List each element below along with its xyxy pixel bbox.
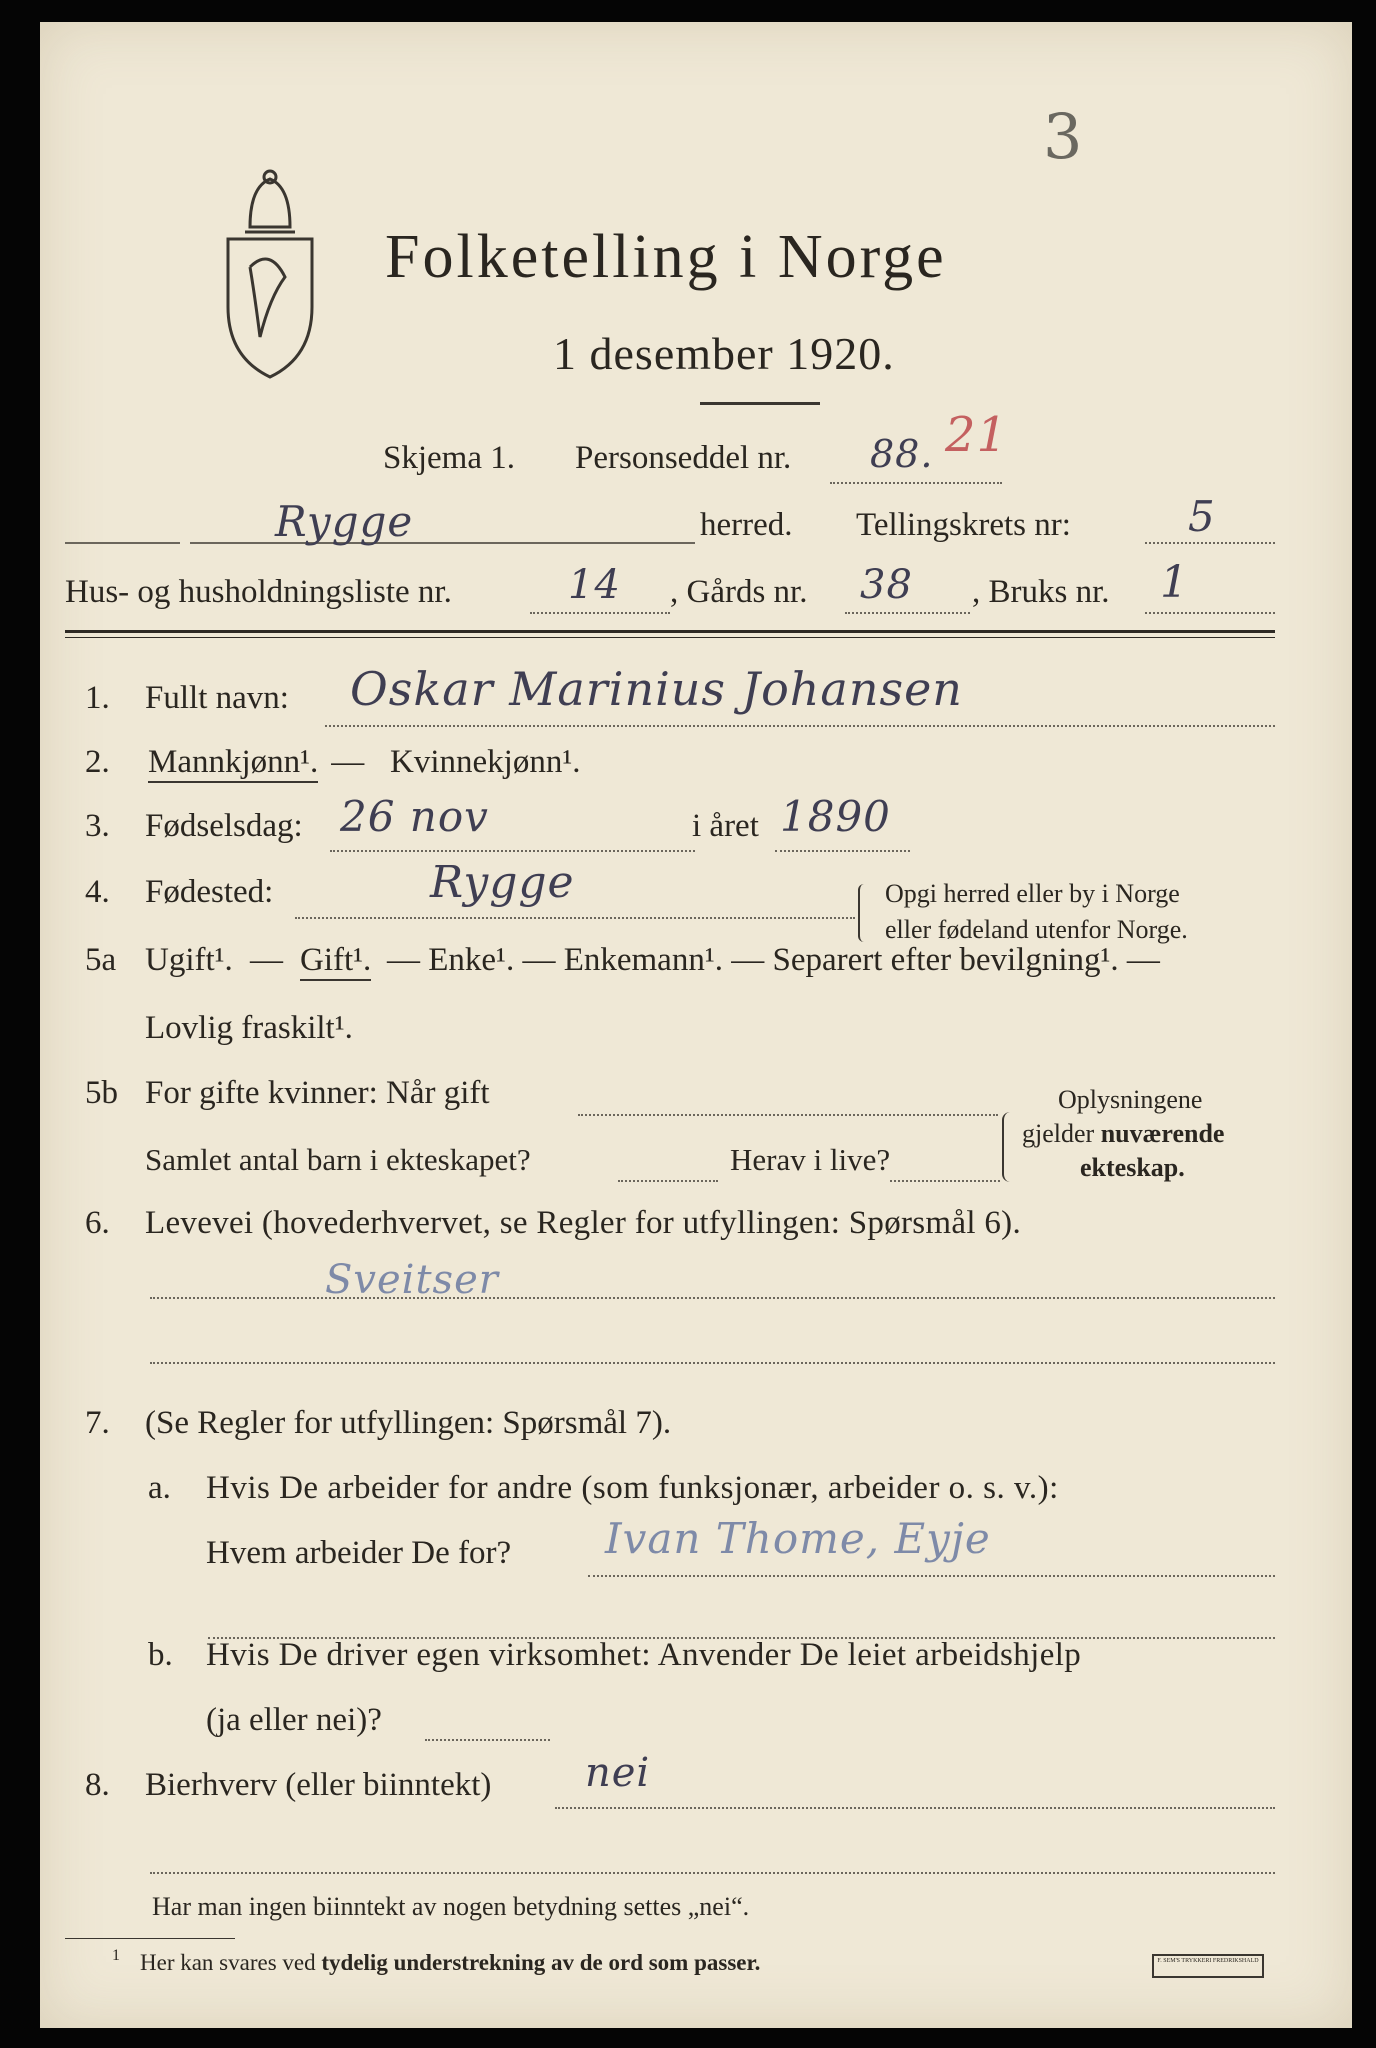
q7b-line-1: Hvis De driver egen virksomhet: Anvender De leiet arbeidshjelp xyxy=(206,1637,1082,1673)
q5a-gift-option[interactable]: Gift¹. xyxy=(300,942,371,981)
q7a-line-1: Hvis De arbeider for andre (som funksjonær, arbeider o. s. v.): xyxy=(206,1470,1059,1506)
title-divider xyxy=(700,402,820,405)
husliste-value[interactable]: 14 xyxy=(568,562,621,608)
q7a-letter: a. xyxy=(148,1470,171,1506)
tellingskrets-line xyxy=(1145,542,1275,544)
printer-mark: F. SEM'S TRYKKERI FREDRIKSHALD xyxy=(1152,1954,1264,1978)
q7b-line-2: (ja eller nei)? xyxy=(206,1702,382,1738)
q5b-number: 5b xyxy=(85,1075,118,1111)
herred-label: herred. xyxy=(700,507,793,543)
q4-label: Fødested: xyxy=(145,874,274,910)
q5b-label-1: For gifte kvinner: Når gift xyxy=(145,1075,490,1111)
form-date: 1 desember 1920. xyxy=(553,328,895,379)
herred-line-left xyxy=(65,542,180,544)
q6-value[interactable]: Sveitser xyxy=(325,1257,499,1303)
census-form-page xyxy=(40,22,1352,2028)
q5b-line-3 xyxy=(890,1180,1000,1182)
q4-brace xyxy=(858,884,866,942)
q2-separator: — xyxy=(323,744,373,780)
tellingskrets-label: Tellingskrets nr: xyxy=(856,507,1071,543)
herred-line xyxy=(190,542,695,544)
q1-value[interactable]: Oskar Marinius Johansen xyxy=(350,662,963,716)
herred-value[interactable]: Rygge xyxy=(275,497,414,546)
q7b-letter: b. xyxy=(148,1637,173,1673)
q8-value[interactable]: nei xyxy=(585,1750,651,1796)
q5b-label-3: Herav i live? xyxy=(730,1142,891,1177)
q5b-brace xyxy=(1002,1112,1010,1182)
q5a-other-options[interactable]: — Enke¹. — Enkemann¹. — Separert efter bevilgning¹. — xyxy=(387,942,1160,978)
q5a-fraskilt[interactable]: Lovlig fraskilt¹. xyxy=(145,1010,353,1046)
q6-number: 6. xyxy=(85,1205,110,1241)
personseddel-line xyxy=(830,482,1002,484)
q8-extra-line xyxy=(150,1872,1275,1874)
q2-female-option[interactable]: Kvinnekjønn¹. xyxy=(390,744,581,780)
q3-line xyxy=(330,850,695,852)
q8-number: 8. xyxy=(85,1767,110,1803)
norway-coat-of-arms-icon xyxy=(220,167,320,387)
bruks-line xyxy=(1145,612,1275,614)
q3-number: 3. xyxy=(85,808,110,844)
q1-label: Fullt navn: xyxy=(145,680,289,716)
q3-year-label: i året xyxy=(692,808,759,844)
q5b-line-1 xyxy=(578,1114,998,1116)
q5b-line-2 xyxy=(618,1180,718,1182)
husliste-line xyxy=(530,612,670,614)
q5b-note-3: ekteskap. xyxy=(1080,1153,1185,1182)
q7a-answer-line xyxy=(588,1575,1275,1577)
q8-line xyxy=(555,1807,1275,1809)
personseddel-extra: 21 xyxy=(945,407,1009,463)
q3-value[interactable]: 26 nov xyxy=(340,792,489,841)
q5b-note-2: gjelder nuværende xyxy=(1022,1119,1225,1148)
gards-line xyxy=(845,612,970,614)
personseddel-label: Personseddel nr. xyxy=(575,440,792,476)
footnote-mark: 1 xyxy=(112,1947,120,1964)
bruks-label: , Bruks nr. xyxy=(972,574,1110,610)
q4-line xyxy=(295,917,855,919)
footer-note: Har man ingen biinntekt av nogen betydning settes „nei“. xyxy=(152,1892,750,1921)
q5a-ugift[interactable]: Ugift¹. xyxy=(145,942,233,978)
q4-note-1: Opgi herred eller by i Norge xyxy=(885,879,1180,908)
footnote-text: Her kan svares ved tydelig understrekning av de ord som passer. xyxy=(140,1950,761,1975)
q4-number: 4. xyxy=(85,874,110,910)
husliste-label: Hus- og husholdningsliste nr. xyxy=(65,574,452,610)
q4-value[interactable]: Rygge xyxy=(430,857,575,908)
q8-label: Bierhverv (eller biinntekt) xyxy=(145,1767,492,1803)
q3-year-line xyxy=(775,850,910,852)
q6-line-2 xyxy=(150,1362,1275,1364)
q7b-answer-line xyxy=(425,1739,550,1741)
q2-number: 2. xyxy=(85,744,110,780)
q4-note-2: eller fødeland utenfor Norge. xyxy=(885,915,1188,944)
q3-label: Fødselsdag: xyxy=(145,808,303,844)
personseddel-value[interactable]: 88. xyxy=(870,432,934,476)
q5b-note-1: Oplysningene xyxy=(1058,1085,1203,1114)
q6-label: Levevei (hovederhvervet, se Regler for utfyllingen: Spørsmål 6). xyxy=(145,1205,1022,1241)
q6-line-1 xyxy=(150,1297,1275,1299)
page-number: 3 xyxy=(1043,100,1084,173)
form-title: Folketelling i Norge xyxy=(385,223,947,291)
q5b-label-2: Samlet antal barn i ekteskapet? xyxy=(145,1142,531,1177)
bruks-value[interactable]: 1 xyxy=(1160,557,1189,608)
header-rule-thin xyxy=(65,637,1275,638)
q5a-dash: — xyxy=(250,942,283,978)
tellingskrets-value[interactable]: 5 xyxy=(1188,492,1216,541)
q1-line xyxy=(325,725,1275,727)
q1-number: 1. xyxy=(85,680,110,716)
q2-male-option[interactable]: Mannkjønn¹. xyxy=(148,744,318,783)
gards-value[interactable]: 38 xyxy=(860,562,913,608)
q3-year-value[interactable]: 1890 xyxy=(780,792,891,841)
gards-label: , Gårds nr. xyxy=(670,574,808,610)
schema-label: Skjema 1. xyxy=(383,440,515,476)
q5a-number: 5a xyxy=(85,942,117,978)
q7a-line-2: Hvem arbeider De for? xyxy=(206,1535,512,1571)
header-rule xyxy=(65,630,1275,633)
q7a-value[interactable]: Ivan Thome, Eyje xyxy=(605,1514,991,1563)
q7-label: (Se Regler for utfyllingen: Spørsmål 7). xyxy=(145,1405,672,1441)
q7-number: 7. xyxy=(85,1405,110,1441)
footnote-rule xyxy=(65,1938,235,1939)
